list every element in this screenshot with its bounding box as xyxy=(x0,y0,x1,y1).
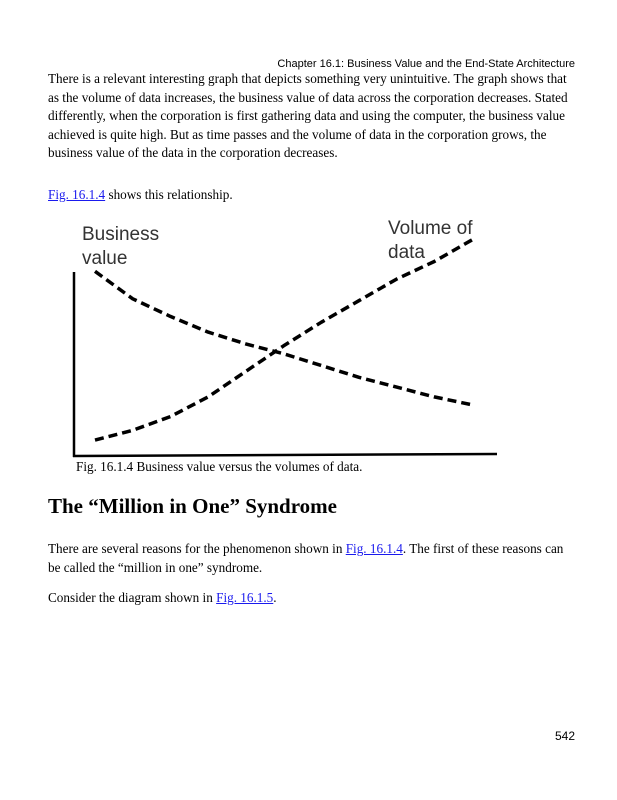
page-number: 542 xyxy=(554,729,575,743)
volume-of-data-label-line2: data xyxy=(388,242,425,263)
business-value-label-line2: value xyxy=(82,248,128,269)
fig-16-1-5-link[interactable]: Fig. 16.1.5 xyxy=(216,590,274,605)
volume-of-data-label-line1: Volume of xyxy=(388,218,473,239)
fig-16-1-4-link-2[interactable]: Fig. 16.1.4 xyxy=(345,541,403,556)
figure-reference-text: shows this relationship. xyxy=(105,187,233,202)
section-p2-text-before: Consider the diagram shown in xyxy=(48,590,217,605)
fig-16-1-4-link[interactable]: Fig. 16.1.4 xyxy=(48,187,106,202)
series-line-volume-of-data xyxy=(95,240,472,440)
running-header: Chapter 16.1: Business Value and the End-State Architecture xyxy=(277,58,575,70)
section-paragraph-1 xyxy=(48,540,578,577)
section-paragraph-2 xyxy=(48,589,578,608)
series-line-business-value xyxy=(95,271,472,405)
section-p1-text-before: There are several reasons for the phenomenon shown in xyxy=(48,541,346,556)
x-axis xyxy=(73,454,497,456)
figure-caption: Fig. 16.1.4 Business value versus the volumes of data. xyxy=(76,459,363,474)
business-value-label-line1: Business xyxy=(82,224,160,245)
section-p2-text-after: . xyxy=(273,590,277,605)
section-heading: The “Million in One” Syndrome xyxy=(48,494,337,518)
intro-paragraph: There is a relevant interesting graph that depicts something very unintuitive. The graph shows that as the volume of data increases, the business value of data across the corporation decreases. Stated differently, when the corporation is first gathering data and using the computer, the business value achieved is quite high. But as time passes and the volume of data in the corporation grows, the business value of the data in the corporation decreases. xyxy=(48,71,568,161)
chart-series xyxy=(95,240,472,440)
section-p1-text-after: . The first of these reasons can be called the “million in one” syndrome. xyxy=(48,541,564,575)
